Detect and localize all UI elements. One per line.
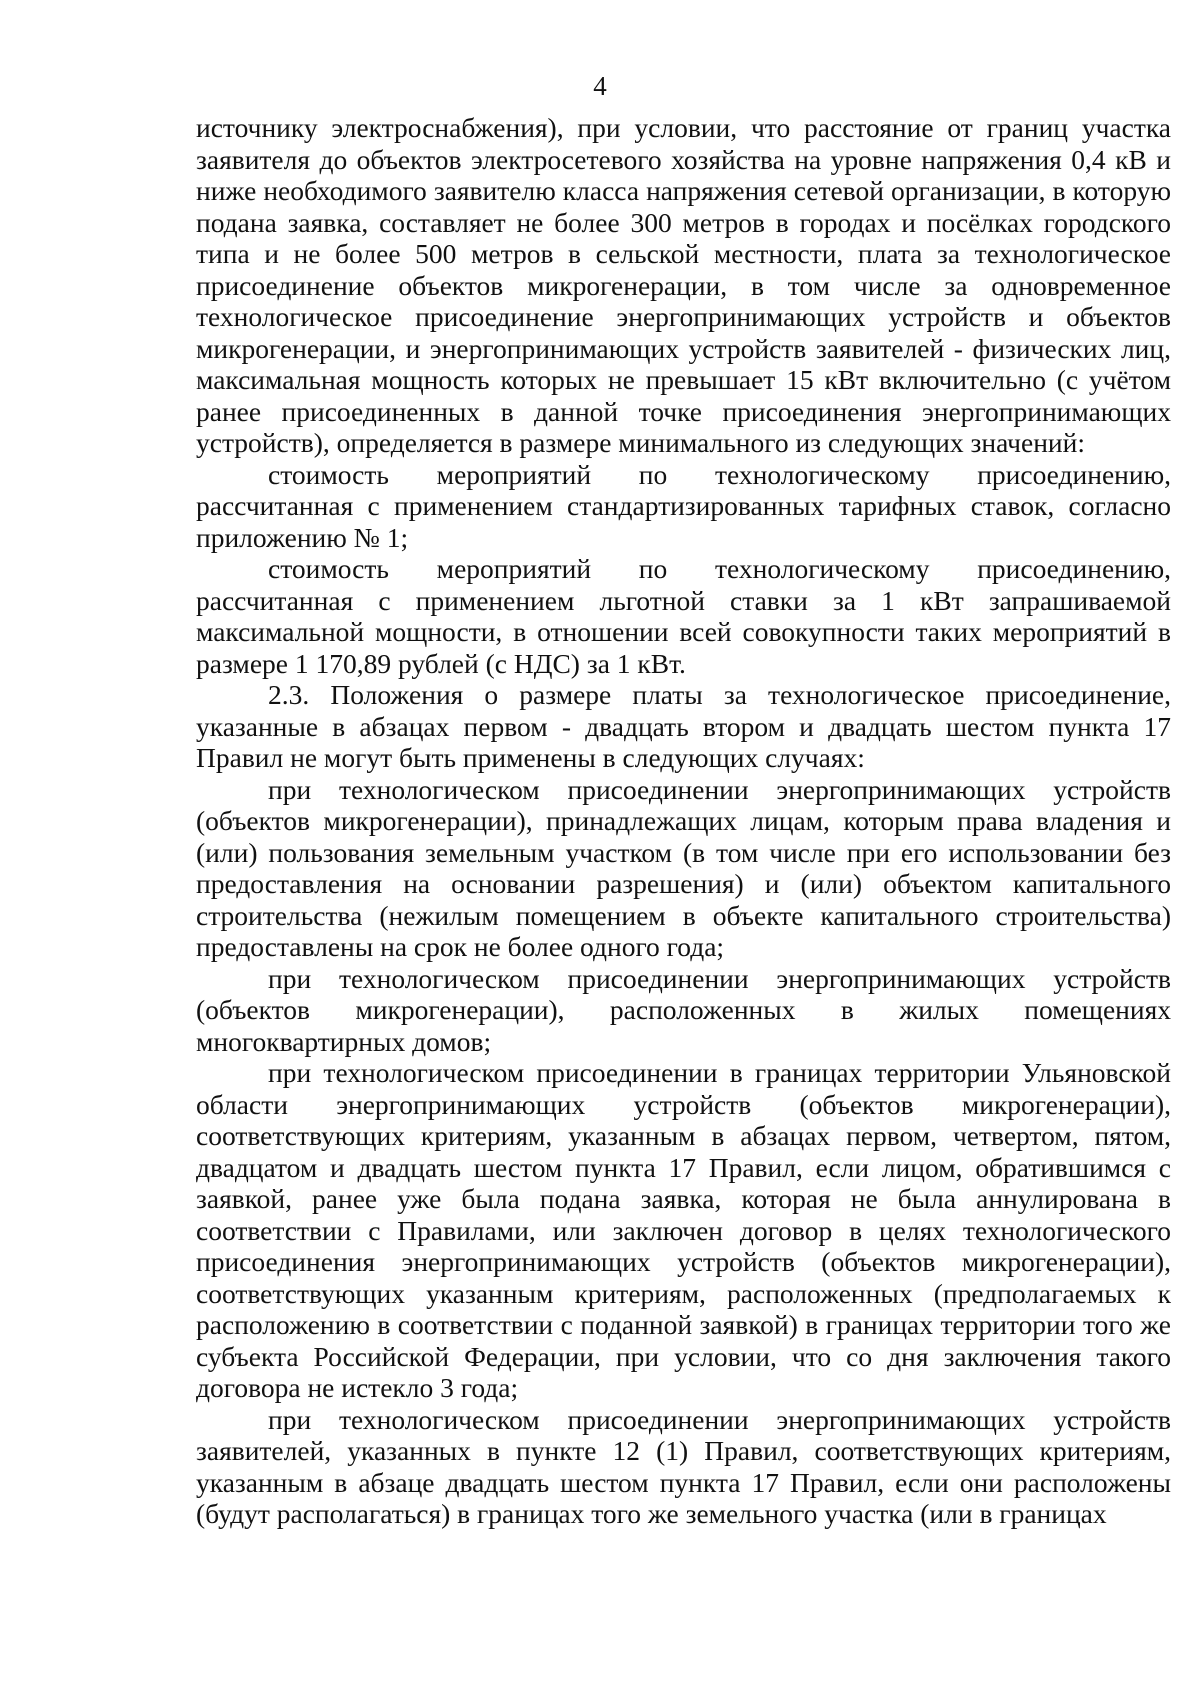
paragraph-case-same-land-plot: при технологическом присоединении энергопринимающих устройств заявителей, указанных в пункте 12 (1) Правил, соответствующих критериям, указанным в абзаце двадцать шестом пункта 17 Правил, если они расположены (будут располагаться) в границах того же земельного участка (или в границах — [196, 1403, 1171, 1529]
document-body — [196, 112, 1171, 1530]
paragraph-case-apartment-buildings: при технологическом присоединении энергопринимающих устройств (объектов микрогенерации), расположенных в жилых помещениях многоквартирных домов; — [196, 962, 1171, 1057]
paragraph-continuation: источнику электроснабжения), при условии, что расстояние от границ участка заявителя до объектов электросетевого хозяйства на уровне напряжения 0,4 кВ и ниже необходимого заявителю класса напряжения сетевой организации, в которую подана заявка, составляет не более 300 метров в городах и посёлках городского типа и не более 500 метров в сельской местности, плата за технологическое присоединение объектов микрогенерации, в том числе за одновременное технологическое присоединение энергопринимающих устройств и объектов микрогенерации, и энергопринимающих устройств заявителей - физических лиц, максимальная мощность которых не превышает 15 кВт включительно (с учётом ранее присоединенных в данной точке присоединения энергопринимающих устройств), определяется в размере минимального из следующих значений: — [196, 112, 1171, 458]
paragraph-case-short-term: при технологическом присоединении энергопринимающих устройств (объектов микрогенерации), принадлежащих лицам, которым права владения и (или) пользования земельным участком (в том числе при его использовании без предоставления на основании разрешения) и (или) объектом капитального строительства (нежилым помещением в объекте капитального строительства) предоставлены на срок не более одного года; — [196, 773, 1171, 962]
paragraph-section-2-3: 2.3. Положения о размере платы за технологическое присоединение, указанные в абзацах первом - двадцать втором и двадцать шестом пункта 17 Правил не могут быть применены в следующих случаях: — [196, 679, 1171, 773]
paragraph-preferential-rate: стоимость мероприятий по технологическому присоединению, рассчитанная с применением льготной ставки за 1 кВт запрашиваемой максимальной мощности, в отношении всей совокупности таких мероприятий в размере 1 170,89 рублей (с НДС) за 1 кВт. — [196, 553, 1171, 679]
page-number: 4 — [593, 71, 607, 101]
paragraph-case-repeat-application: при технологическом присоединении в границах территории Ульяновской области энергопринимающих устройств (объектов микрогенерации), соответствующих критериям, указанным в абзацах первом, четвертом, пятом, двадцатом и двадцать шестом пункта 17 Правил, если лицом, обратившимся с заявкой, ранее уже была подана заявка, которая не была аннулирована в соответствии с Правилами, или заключен договор в целях технологического присоединения энергопринимающих устройств (объектов микрогенерации), соответствующих указанным критериям, расположенных (предполагаемых к расположению в соответствии с поданной заявкой) в границах территории того же субъекта Российской Федерации, при условии, что со дня заключения такого договора не истекло 3 года; — [196, 1057, 1171, 1403]
paragraph-standard-rates: стоимость мероприятий по технологическому присоединению, рассчитанная с применением стандартизированных тарифных ставок, согласно приложению № 1; — [196, 458, 1171, 553]
